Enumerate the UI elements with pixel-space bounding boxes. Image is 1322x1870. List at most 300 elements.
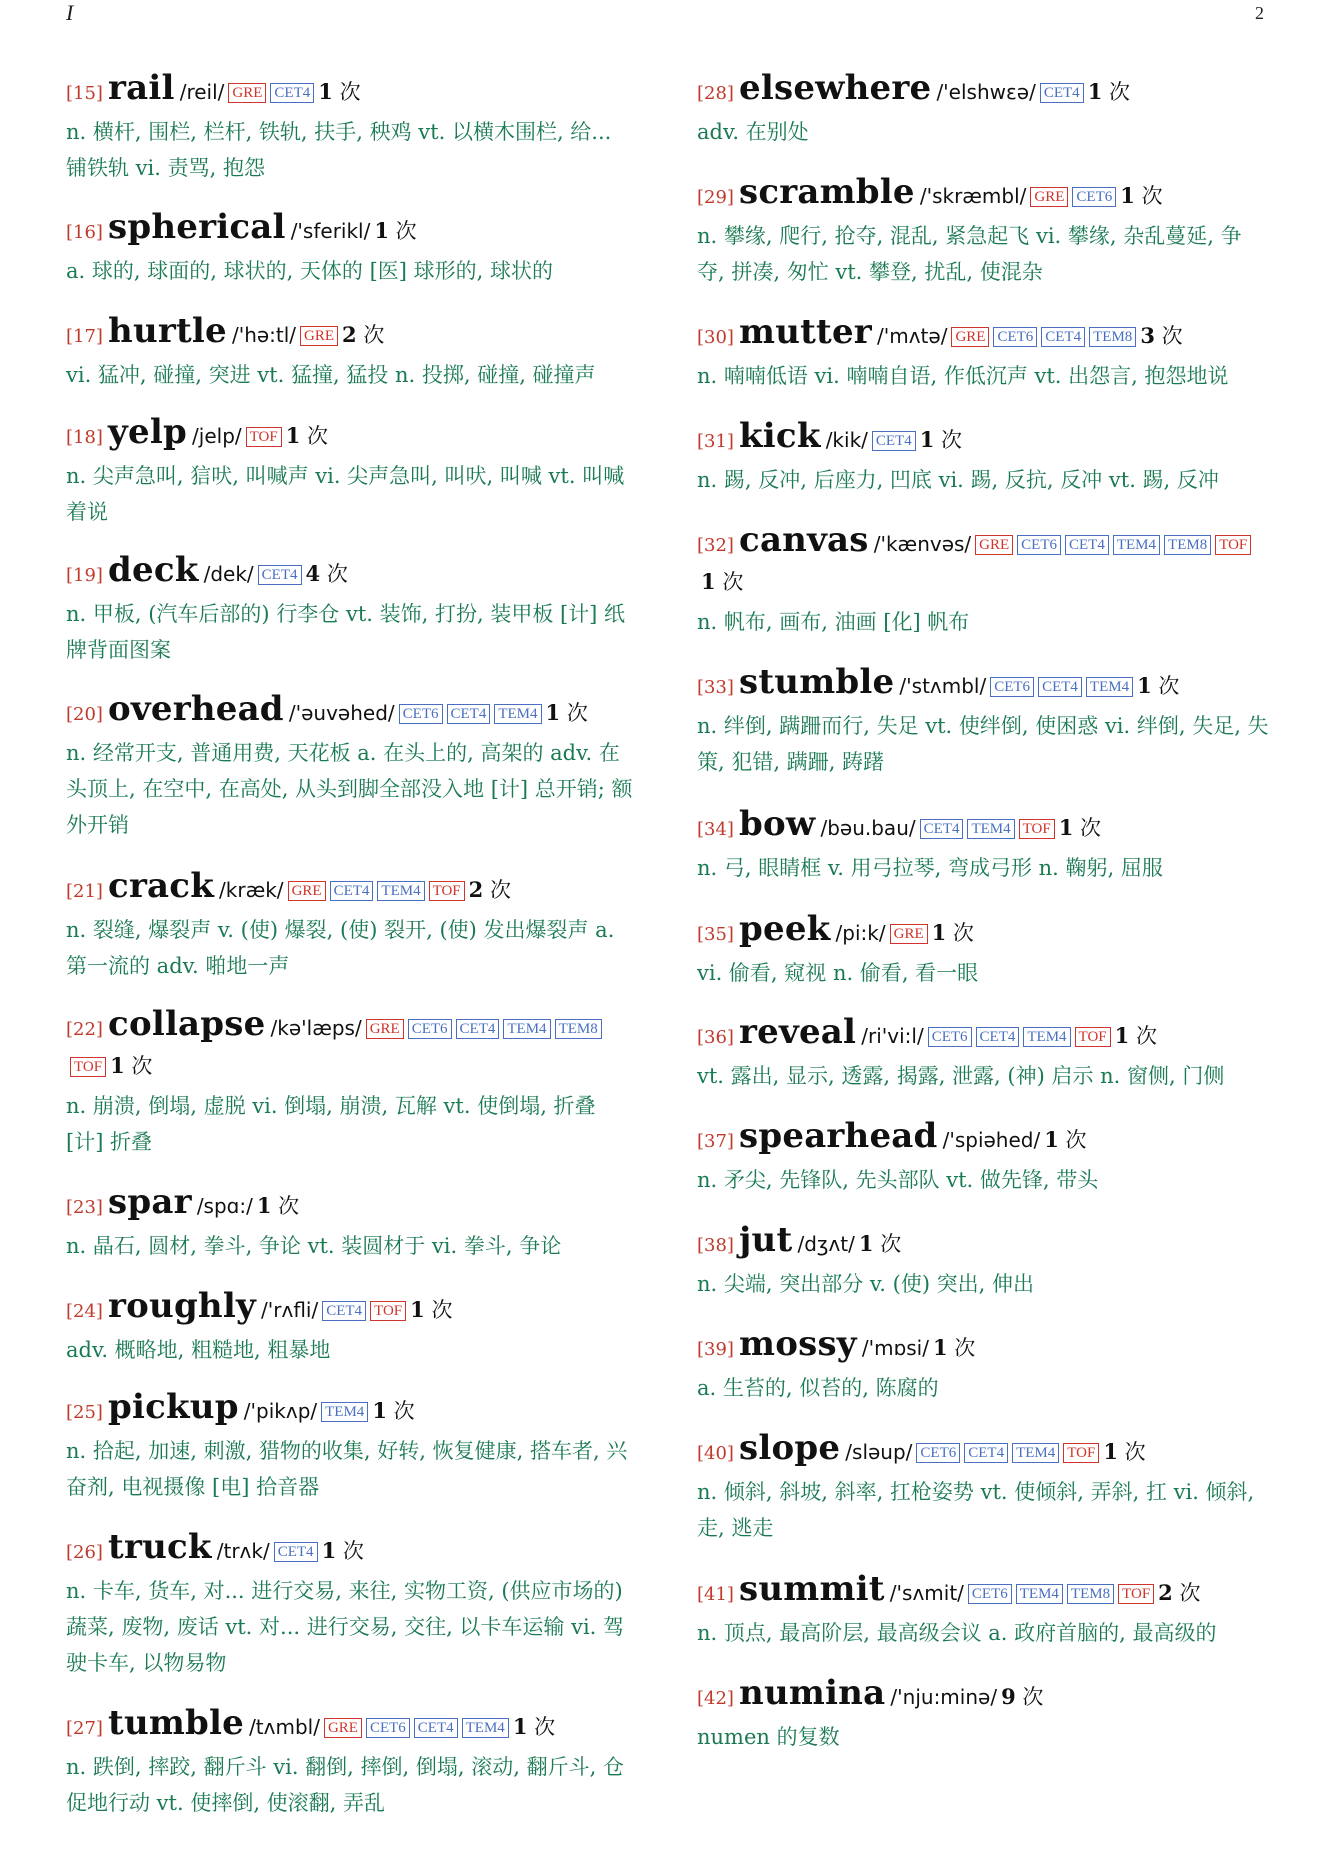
frequency-unit: 次 [326, 562, 348, 586]
exam-tag: TEM4 [377, 881, 424, 901]
phonetic: /kə'læps/ [270, 1016, 362, 1040]
frequency-unit: 次 [431, 1298, 453, 1322]
word-entry [697, 70, 1269, 150]
frequency-number: 4 [305, 561, 321, 586]
right-column [697, 70, 1269, 1755]
phonetic: /'elshwεə/ [936, 80, 1036, 104]
headword: kick [739, 416, 821, 456]
frequency-unit: 次 [307, 424, 329, 448]
frequency-count [513, 1715, 555, 1739]
headword: rail [108, 68, 175, 108]
headword: collapse [108, 1004, 266, 1044]
entry-headline [697, 70, 1269, 112]
phonetic: /'rʌfli/ [261, 1298, 319, 1322]
headword: spherical [108, 207, 286, 247]
definition: n. 崩溃, 倒塌, 虚脱 vi. 倒塌, 崩溃, 瓦解 vt. 使倒塌, 折叠 [计] 折叠 [66, 1094, 596, 1154]
word-entry [66, 1389, 638, 1505]
frequency-count [1137, 674, 1179, 698]
definition: vi. 偷看, 窥视 n. 偷看, 看一眼 [697, 961, 979, 985]
exam-tag: CET6 [990, 677, 1034, 697]
entry-number: [42] [697, 1688, 734, 1709]
frequency-unit: 次 [131, 1054, 153, 1078]
frequency-unit: 次 [941, 428, 963, 452]
word-entry [697, 1675, 1269, 1755]
frequency-unit: 次 [534, 1715, 556, 1739]
frequency-number: 1 [858, 1231, 874, 1256]
frequency-unit: 次 [1080, 816, 1102, 840]
exam-tag: TEM4 [1023, 1027, 1070, 1047]
exam-tag: CET6 [928, 1027, 972, 1047]
phonetic: /kræk/ [219, 878, 284, 902]
entry-number: [30] [697, 327, 734, 348]
frequency-number: 1 [256, 1193, 272, 1218]
headword: deck [108, 550, 199, 590]
frequency-count [1115, 1024, 1157, 1048]
frequency-count [1140, 324, 1182, 348]
entry-headline [66, 1705, 638, 1747]
entry-number: [19] [66, 565, 103, 586]
word-entry [697, 1571, 1269, 1651]
frequency-number: 1 [1137, 673, 1152, 698]
frequency-count [372, 1399, 414, 1423]
definition: vt. 露出, 显示, 透露, 揭露, 泄露, (神) 启示 n. 窗侧, 门侧 [697, 1064, 1225, 1088]
exam-tag: CET4 [270, 83, 314, 103]
entry-headline [697, 806, 1269, 848]
entry-number: [33] [697, 677, 734, 698]
entry-headline [697, 522, 1269, 602]
frequency-count [1103, 1440, 1145, 1464]
frequency-number: 1 [372, 1398, 387, 1423]
exam-tag: TEM4 [503, 1019, 550, 1039]
entry-headline [66, 70, 638, 112]
exam-tag: CET4 [274, 1542, 318, 1562]
frequency-number: 1 [1087, 79, 1103, 104]
definition: n. 顶点, 最高阶层, 最高级会议 a. 政府首脑的, 最高级的 [697, 1621, 1217, 1645]
entry-number: [36] [697, 1027, 734, 1048]
frequency-number: 2 [468, 877, 484, 902]
word-entry [66, 209, 638, 289]
entry-headline [66, 552, 638, 594]
entry-number: [35] [697, 924, 734, 945]
frequency-count [701, 570, 743, 594]
entry-number: [29] [697, 187, 734, 208]
exam-tag: TEM8 [555, 1019, 602, 1039]
entry-number: [34] [697, 819, 734, 840]
headword: numina [739, 1673, 886, 1713]
exam-tag: GRE [975, 535, 1013, 555]
exam-tag: GRE [951, 327, 989, 347]
phonetic: /'pikʌp/ [243, 1399, 318, 1423]
exam-tag: CET4 [1065, 535, 1109, 555]
word-entry [697, 1222, 1269, 1302]
headword: elsewhere [739, 68, 932, 108]
frequency-unit: 次 [954, 1336, 976, 1360]
frequency-number: 1 [701, 569, 716, 594]
frequency-number: 1 [1058, 815, 1074, 840]
entry-number: [39] [697, 1339, 734, 1360]
phonetic: /kik/ [825, 428, 868, 452]
entry-number: [17] [66, 326, 103, 347]
word-entry [697, 314, 1269, 394]
entry-headline [66, 868, 638, 910]
headword: summit [739, 1569, 885, 1609]
entry-number: [21] [66, 881, 103, 902]
exam-tag: GRE [324, 1718, 362, 1738]
frequency-number: 1 [318, 79, 333, 104]
phonetic: /jelp/ [192, 424, 242, 448]
entry-number: [28] [697, 83, 734, 104]
exam-tag: TEM8 [1089, 327, 1136, 347]
exam-tag: TOF [1075, 1027, 1111, 1047]
definition: n. 弓, 眼睛框 v. 用弓拉琴, 弯成弓形 n. 鞠躬, 屈服 [697, 856, 1163, 880]
definition: n. 横杆, 围栏, 栏杆, 铁轨, 扶手, 秧鸡 vt. 以横木围栏, 给... 铺铁轨 vi. 责骂, 抱怨 [66, 120, 612, 180]
exam-tag: TOF [1215, 535, 1251, 555]
exam-tag: CET4 [330, 881, 374, 901]
exam-tag: CET6 [399, 704, 443, 724]
frequency-unit: 次 [880, 1232, 902, 1256]
word-entry [697, 1326, 1269, 1406]
word-entry [697, 911, 1269, 991]
word-entry [66, 70, 638, 186]
word-entry [66, 1006, 638, 1160]
word-entry [697, 1118, 1269, 1198]
headword: tumble [108, 1703, 244, 1743]
frequency-count [318, 80, 360, 104]
word-entry [66, 414, 638, 530]
phonetic: /'sʌmit/ [889, 1581, 964, 1605]
exam-tag: GRE [300, 326, 338, 346]
entry-headline [66, 1006, 638, 1086]
entry-number: [22] [66, 1019, 103, 1040]
headword: bow [739, 804, 816, 844]
exam-tag: TOF [370, 1301, 406, 1321]
frequency-count [1044, 1128, 1086, 1152]
headword: jut [739, 1220, 793, 1260]
entry-headline [66, 691, 638, 733]
frequency-number: 2 [342, 322, 357, 347]
entry-headline [66, 209, 638, 251]
exam-tag: GRE [1030, 187, 1068, 207]
frequency-unit: 次 [1109, 80, 1130, 104]
entry-number: [27] [66, 1718, 103, 1739]
exam-tag: TOF [70, 1057, 106, 1077]
definition: numen 的复数 [697, 1725, 840, 1749]
phonetic: /'sferikl/ [290, 219, 371, 243]
definition: n. 拾起, 加速, 刺激, 猎物的收集, 好转, 恢复健康, 搭车者, 兴奋剂, 电视摄像 [电] 拾音器 [66, 1439, 628, 1499]
headword: truck [108, 1527, 212, 1567]
entry-number: [31] [697, 431, 734, 452]
exam-tag: TEM4 [321, 1402, 368, 1422]
exam-tag: TEM4 [1113, 535, 1160, 555]
exam-tag: CET4 [1038, 677, 1082, 697]
entry-headline [697, 418, 1269, 460]
headword: reveal [739, 1012, 857, 1052]
word-entry [697, 522, 1269, 640]
definition: n. 跌倒, 摔跤, 翻斤斗 vi. 翻倒, 摔倒, 倒塌, 滚动, 翻斤斗, 仓促地行动 vt. 使摔倒, 使滚翻, 弄乱 [66, 1755, 624, 1815]
frequency-number: 3 [1140, 323, 1155, 348]
exam-tag: CET4 [976, 1027, 1020, 1047]
phonetic: /bəu.bau/ [820, 816, 916, 840]
frequency-count [1059, 816, 1101, 840]
headword: canvas [739, 520, 869, 560]
phonetic: /'spiəhed/ [942, 1128, 1041, 1152]
frequency-count [410, 1298, 452, 1322]
entry-headline [66, 1529, 638, 1571]
phonetic: /'nju:minə/ [890, 1685, 998, 1709]
entry-headline [66, 1184, 638, 1226]
frequency-unit: 次 [566, 701, 588, 725]
exam-tag: TEM4 [462, 1718, 509, 1738]
word-entry [66, 552, 638, 668]
definition: a. 球的, 球面的, 球状的, 天体的 [医] 球形的, 球状的 [66, 259, 554, 283]
entry-headline [697, 664, 1269, 706]
headword: slope [739, 1428, 841, 1468]
exam-tag: CET6 [1072, 187, 1116, 207]
frequency-number: 1 [1114, 1023, 1130, 1048]
entry-number: [23] [66, 1197, 103, 1218]
phonetic: /ri'vi:l/ [861, 1024, 924, 1048]
definition: n. 尖端, 突出部分 v. (使) 突出, 伸出 [697, 1272, 1035, 1296]
entry-number: [16] [66, 222, 103, 243]
entry-number: [20] [66, 704, 103, 725]
word-entry [697, 664, 1269, 780]
exam-tag: CET6 [968, 1584, 1012, 1604]
page-number: 2 [1255, 3, 1264, 23]
exam-tag: GRE [890, 924, 928, 944]
headword: mossy [739, 1324, 857, 1364]
headword: overhead [108, 689, 284, 729]
frequency-number: 1 [931, 920, 947, 945]
phonetic: /'mʌtə/ [877, 324, 948, 348]
frequency-count [342, 323, 384, 347]
frequency-number: 2 [1158, 1580, 1173, 1605]
frequency-count [110, 1054, 152, 1078]
left-column [66, 70, 638, 1821]
frequency-count [1158, 1581, 1200, 1605]
phonetic: /dʒʌt/ [797, 1232, 855, 1256]
frequency-number: 1 [110, 1053, 125, 1078]
exam-tag: CET4 [447, 704, 491, 724]
phonetic: /'stʌmbl/ [899, 674, 987, 698]
word-entry [697, 1430, 1269, 1546]
entry-number: [38] [697, 1235, 734, 1256]
exam-tag: TEM8 [1067, 1584, 1114, 1604]
exam-tag: CET6 [1017, 535, 1061, 555]
entry-number: [41] [697, 1584, 734, 1605]
frequency-number: 1 [932, 1335, 948, 1360]
word-entry [66, 313, 638, 393]
word-entry [697, 806, 1269, 886]
entry-headline [697, 1675, 1269, 1717]
exam-tag: CET6 [993, 327, 1037, 347]
definition: n. 经常开支, 普通用费, 天花板 a. 在头上的, 高架的 adv. 在头顶上, 在空中, 在高处, 从头到脚全部没入地 [计] 总开销; 额外开销 [66, 741, 633, 837]
word-entry [697, 174, 1269, 290]
frequency-count [306, 562, 348, 586]
entry-headline [697, 1222, 1269, 1264]
phonetic: /sləup/ [845, 1440, 913, 1464]
frequency-count [546, 701, 588, 725]
exam-tag: CET4 [414, 1718, 458, 1738]
definition: n. 晶石, 圆材, 拳斗, 争论 vt. 装圆材于 vi. 拳斗, 争论 [66, 1234, 562, 1258]
entry-headline [66, 1288, 638, 1330]
exam-tag: CET4 [258, 565, 302, 585]
exam-tag: CET4 [1040, 83, 1084, 103]
word-entry [66, 1184, 638, 1264]
exam-tag: CET4 [322, 1301, 366, 1321]
frequency-number: 1 [374, 218, 389, 243]
definition: a. 生苔的, 似苔的, 陈腐的 [697, 1376, 939, 1400]
exam-tag: TOF [246, 427, 282, 447]
frequency-unit: 次 [278, 1194, 300, 1218]
exam-tag: TEM4 [1012, 1443, 1059, 1463]
definition: adv. 概略地, 粗糙地, 粗暴地 [66, 1338, 331, 1362]
definition: n. 倾斜, 斜坡, 斜率, 扛枪姿势 vt. 使倾斜, 弄斜, 扛 vi. 倾斜, 走, 逃走 [697, 1480, 1255, 1540]
frequency-count [859, 1232, 901, 1256]
frequency-unit: 次 [393, 1399, 415, 1423]
phonetic: /'skræmbl/ [919, 184, 1027, 208]
frequency-count [322, 1539, 364, 1563]
frequency-unit: 次 [1022, 1685, 1044, 1709]
entry-headline [697, 1118, 1269, 1160]
word-entry [66, 691, 638, 843]
frequency-count [1088, 80, 1130, 104]
headword: scramble [739, 172, 915, 212]
frequency-number: 1 [285, 423, 301, 448]
entry-headline [697, 174, 1269, 216]
frequency-number: 1 [919, 427, 935, 452]
frequency-unit: 次 [489, 878, 511, 902]
headword: spar [108, 1182, 192, 1222]
exam-tag: CET4 [1041, 327, 1085, 347]
frequency-unit: 次 [339, 80, 361, 104]
definition: n. 尖声急叫, 狺吠, 叫喊声 vi. 尖声急叫, 叫吠, 叫喊 vt. 叫喊着说 [66, 464, 625, 524]
frequency-count [1120, 184, 1162, 208]
headword: pickup [108, 1387, 239, 1427]
frequency-unit: 次 [1065, 1128, 1087, 1152]
exam-tag: CET4 [456, 1019, 500, 1039]
page-header-mark: I [66, 0, 74, 25]
frequency-unit: 次 [1158, 674, 1180, 698]
exam-tag: TOF [1019, 819, 1055, 839]
frequency-unit: 次 [952, 921, 974, 945]
definition: n. 帆布, 画布, 油画 [化] 帆布 [697, 610, 970, 634]
exam-tag: CET4 [872, 431, 916, 451]
definition: n. 矛尖, 先锋队, 先头部队 vt. 做先锋, 带头 [697, 1168, 1099, 1192]
headword: roughly [108, 1286, 256, 1326]
frequency-count [932, 921, 974, 945]
entry-headline [697, 314, 1269, 356]
entry-number: [32] [697, 535, 734, 556]
phonetic: /'mɒsi/ [861, 1336, 929, 1360]
definition: n. 攀缘, 爬行, 抢夺, 混乱, 紧急起飞 vi. 攀缘, 杂乱蔓延, 争夺, 拼凑, 匆忙 vt. 攀登, 扰乱, 使混杂 [697, 224, 1242, 284]
exam-tag: GRE [228, 83, 266, 103]
definition: n. 甲板, (汽车后部的) 行李仓 vt. 装饰, 打扮, 装甲板 [计] 纸牌背面图案 [66, 602, 626, 662]
definition: n. 卡车, 货车, 对... 进行交易, 来往, 实物工资, (供应市场的) 蔬菜, 废物, 废话 vt. 对... 进行交易, 交往, 以卡车运输 vi. 驾驶卡车, 以物易物 [66, 1579, 625, 1675]
entry-headline [66, 1389, 638, 1431]
phonetic: /tʌmbl/ [249, 1715, 320, 1739]
entry-number: [25] [66, 1402, 103, 1423]
headword: crack [108, 866, 214, 906]
frequency-number: 1 [321, 1538, 337, 1563]
exam-tag: TOF [1063, 1443, 1099, 1463]
entry-number: [24] [66, 1301, 103, 1322]
frequency-unit: 次 [342, 1539, 364, 1563]
exam-tag: CET6 [366, 1718, 410, 1738]
entry-headline [66, 414, 638, 456]
frequency-unit: 次 [363, 323, 385, 347]
phonetic: /dek/ [203, 562, 254, 586]
phonetic: /'kænvəs/ [873, 532, 972, 556]
word-entry [697, 418, 1269, 498]
frequency-count [920, 428, 962, 452]
entry-headline [697, 1430, 1269, 1472]
frequency-count [374, 219, 416, 243]
word-entry [66, 868, 638, 984]
exam-tag: TOF [1118, 1584, 1154, 1604]
phonetic: /pi:k/ [835, 921, 886, 945]
frequency-count [469, 878, 511, 902]
headword: mutter [739, 312, 872, 352]
exam-tag: CET6 [916, 1443, 960, 1463]
exam-tag: GRE [366, 1019, 404, 1039]
frequency-unit: 次 [1141, 184, 1163, 208]
exam-tag: GRE [288, 881, 326, 901]
exam-tag: TEM4 [967, 819, 1014, 839]
phonetic: /'hə:tl/ [231, 323, 297, 347]
phonetic: /trʌk/ [216, 1539, 270, 1563]
word-entry [697, 1014, 1269, 1094]
exam-tag: CET6 [408, 1019, 452, 1039]
entry-headline [697, 1571, 1269, 1613]
frequency-count [286, 424, 328, 448]
entry-number: [15] [66, 83, 103, 104]
phonetic: /reil/ [179, 80, 225, 104]
headword: stumble [739, 662, 895, 702]
exam-tag: CET4 [920, 819, 964, 839]
entry-headline [697, 1326, 1269, 1368]
definition: n. 喃喃低语 vi. 喃喃自语, 作低沉声 vt. 出怨言, 抱怨地说 [697, 364, 1229, 388]
entry-number: [37] [697, 1131, 734, 1152]
definition: n. 踢, 反冲, 后座力, 凹底 vi. 踢, 反抗, 反冲 vt. 踢, 反冲 [697, 468, 1219, 492]
phonetic: /'əuvəhed/ [288, 701, 395, 725]
phonetic: /spɑ:/ [196, 1194, 253, 1218]
frequency-number: 1 [545, 700, 561, 725]
exam-tag: CET4 [964, 1443, 1008, 1463]
frequency-unit: 次 [395, 219, 417, 243]
headword: yelp [108, 412, 187, 452]
entry-number: [26] [66, 1542, 103, 1563]
frequency-unit: 次 [1135, 1024, 1157, 1048]
headword: spearhead [739, 1116, 938, 1156]
entry-number: [40] [697, 1443, 734, 1464]
frequency-unit: 次 [1179, 1581, 1201, 1605]
entry-headline [697, 1014, 1269, 1056]
headword: peek [739, 909, 831, 949]
entry-number: [18] [66, 427, 103, 448]
entry-headline [66, 313, 638, 355]
frequency-number: 1 [1044, 1127, 1059, 1152]
frequency-count [257, 1194, 299, 1218]
definition: n. 绊倒, 蹒跚而行, 失足 vt. 使绊倒, 使困惑 vi. 绊倒, 失足, 失策, 犯错, 蹒跚, 踌躇 [697, 714, 1269, 774]
frequency-count [1001, 1685, 1043, 1709]
definition: vi. 猛冲, 碰撞, 突进 vt. 猛撞, 猛投 n. 投掷, 碰撞, 碰撞声 [66, 363, 596, 387]
definition: n. 裂缝, 爆裂声 v. (使) 爆裂, (使) 裂开, (使) 发出爆裂声 a. 第一流的 adv. 啪地一声 [66, 918, 615, 978]
exam-tag: TEM4 [1086, 677, 1133, 697]
exam-tag: TEM4 [1016, 1584, 1063, 1604]
frequency-unit: 次 [1161, 324, 1183, 348]
word-entry [66, 1529, 638, 1681]
exam-tag: TOF [429, 881, 465, 901]
